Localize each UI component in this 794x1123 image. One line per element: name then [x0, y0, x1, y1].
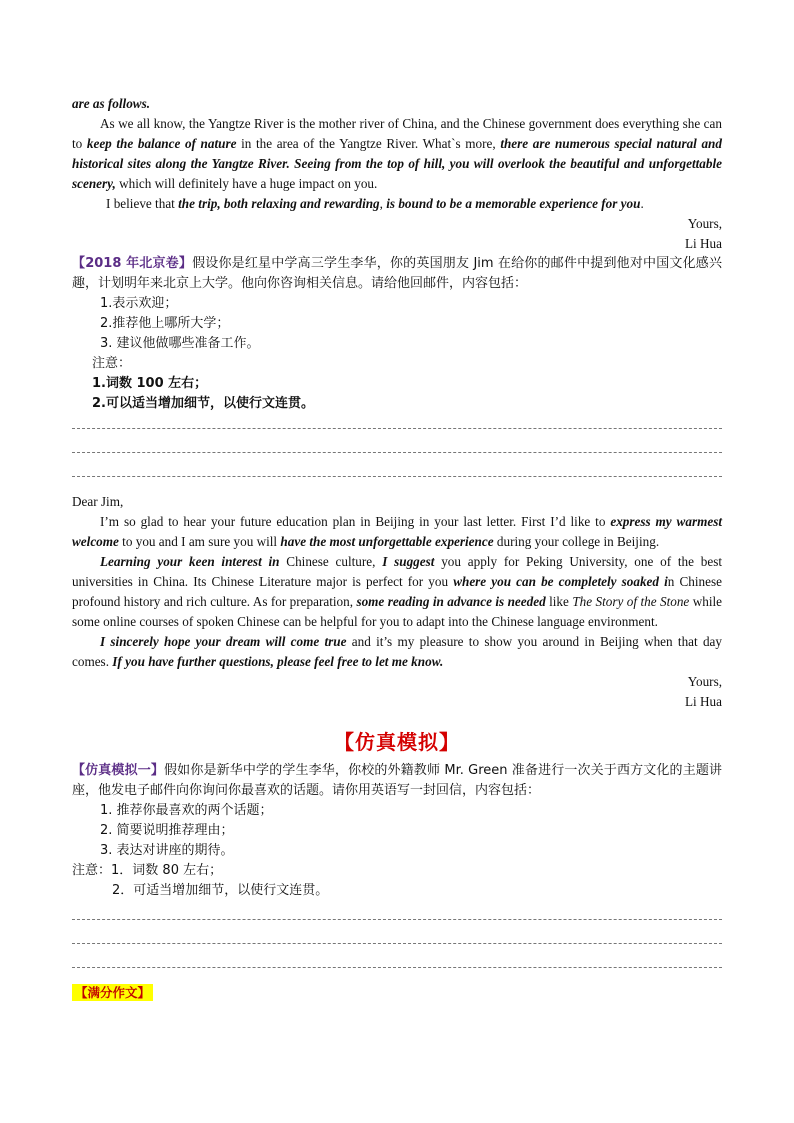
- beijing-task-item-3: 3. 建议他做哪些准备工作。: [100, 336, 260, 351]
- sim-note-1: 1．词数 80 左右；: [111, 863, 223, 878]
- beijing-notes-label: 注意：: [92, 356, 132, 371]
- writing-line-6: [72, 955, 722, 979]
- beijing-task-item-2: 2.推荐他上哪所大学；: [100, 316, 230, 331]
- letter-paragraph-1: As we all know, the Yangtze River is the mother river of China, and the Chinese government does everything she can to keep the balance of nature in the area of the Yangtze River. What`s more, there are numerous special natural and historical sites along the Yangtze River. Seeing from the top of hill, you will overlook the beautiful and unforgettable scenery, which will definitely have a huge impact on you.: [72, 116, 722, 191]
- sim-note-2: 2．可适当增加细节，以使行文连贯。: [112, 883, 329, 898]
- beijing-task-prompt: 【2018 年北京卷】假设你是红星中学高三学生李华，你的英国朋友 Jim 在给你的邮件中提到他对中国文化感兴趣，计划明年来北京上大学。他向你咨询相关信息。请给他回邮件，内容包括：: [72, 256, 723, 291]
- letter-continuation: are as follows.: [72, 96, 151, 111]
- jim-letter-greeting: Dear Jim,: [72, 494, 124, 509]
- beijing-task-tag: 【2018 年北京卷】: [72, 256, 193, 271]
- writing-line-4: [72, 907, 722, 931]
- letter-paragraph-2: I believe that the trip, both relaxing and rewarding, is bound to be a memorable experience for you.: [106, 196, 644, 211]
- sim-task-tag: 【仿真模拟一】: [72, 763, 165, 778]
- beijing-task-item-1: 1.表示欢迎；: [100, 296, 178, 311]
- letter-closing: Yours,: [687, 216, 722, 231]
- writing-line-3: [72, 464, 722, 488]
- sim-notes-label: 注意：: [72, 863, 112, 878]
- jim-letter-signature: Li Hua: [685, 694, 722, 709]
- letter-signature: Li Hua: [685, 236, 722, 251]
- jim-letter-paragraph-1: I’m so glad to hear your future education plan in Beijing in your last letter. First I’d like to express my warmest welcome to you and I am sure you will have the most unforgettable experience during your college in Beijing.: [72, 514, 722, 549]
- full-score-tag: 【满分作文】: [72, 984, 153, 1001]
- beijing-note-2: 2.可以适当增加细节，以使行文连贯。: [92, 396, 314, 411]
- jim-letter-closing: Yours,: [687, 674, 722, 689]
- document-page: [72, 94, 722, 1002]
- sim-task-prompt: 【仿真模拟一】假如你是新华中学的学生李华，你校的外籍教师 Mr. Green 准备进行一次关于西方文化的主题讲座，他发电子邮件向你询问你最喜欢的话题。请你用英语写一封回信，内容包括：: [72, 763, 722, 798]
- writing-line-5: [72, 931, 722, 955]
- sim-task-item-2: 2. 简要说明推荐理由；: [100, 823, 234, 838]
- jim-letter-paragraph-3: I sincerely hope your dream will come true and it’s my pleasure to show you around in Beijing when that day comes. If you have further questions, please feel free to let me know.: [72, 634, 722, 669]
- writing-line-1: [72, 416, 722, 440]
- sim-notes: [72, 861, 722, 881]
- writing-line-2: [72, 440, 722, 464]
- section-title: 【仿真模拟】: [334, 730, 460, 754]
- sim-task-item-1: 1. 推荐你最喜欢的两个话题；: [100, 803, 273, 818]
- jim-letter-paragraph-2: Learning your keen interest in Chinese culture, I suggest you apply for Peking University, one of the best universities in China. Its Chinese Literature major is perfect for you where you can be completely soaked in Chinese profound history and rich culture. As for preparation, some reading in advance is needed like The Story of the Stone while some online courses of spoken Chinese can be helpful for you to adapt into the Chinese language environment.: [72, 554, 722, 629]
- sim-task-item-3: 3. 表达对讲座的期待。: [100, 843, 234, 858]
- beijing-note-1: 1.词数 100 左右；: [92, 376, 208, 391]
